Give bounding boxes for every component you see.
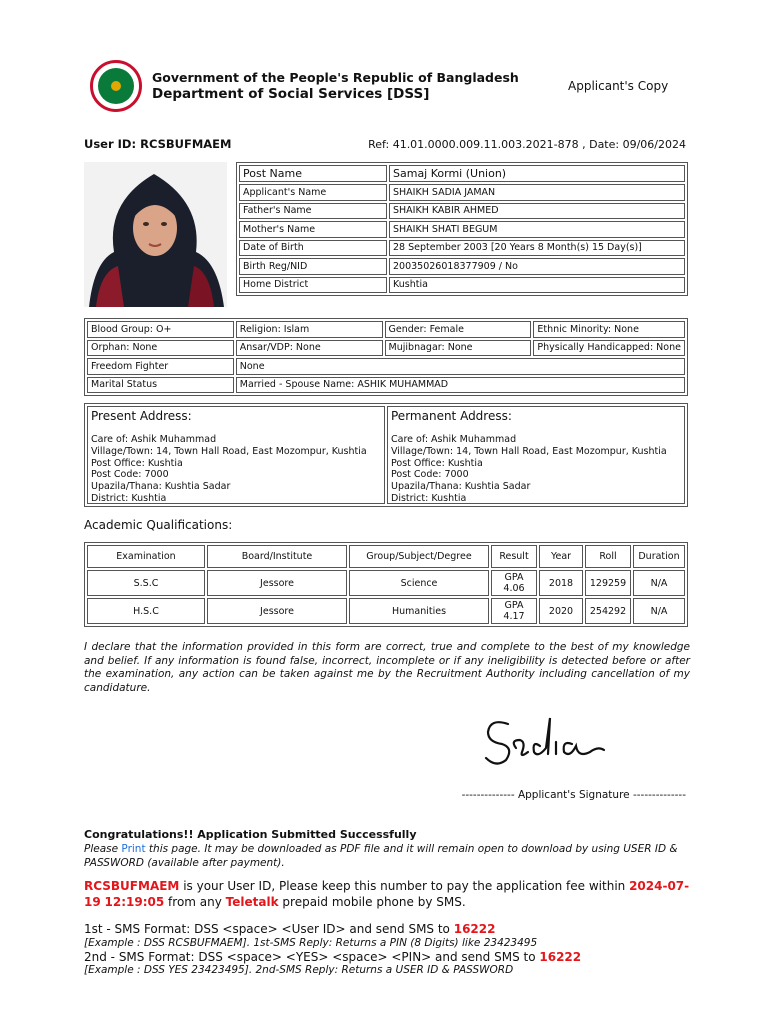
permanent-address-title: Permanent Address:: [391, 409, 512, 423]
exam-cell: H.S.C: [87, 598, 205, 624]
religion: Religion: Islam: [236, 321, 383, 338]
government-seal-icon: [90, 60, 142, 112]
address-line: Village/Town: 14, Town Hall Road, East Mozompur, Kushtia: [391, 445, 667, 457]
address-line: Post Code: 7000: [391, 469, 469, 481]
table-row: [239, 258, 685, 275]
column-header: Group/Subject/Degree: [349, 545, 489, 568]
address-line: District: Kushtia: [391, 492, 467, 504]
personal-details-table: [84, 318, 688, 396]
field-value: Kushtia: [389, 277, 685, 294]
field-label: Home District: [239, 277, 387, 294]
result-type: GPA: [504, 600, 524, 611]
address-line: Village/Town: 14, Town Hall Road, East Mozompur, Kushtia: [91, 445, 367, 457]
field-value: 20035026018377909 / No: [389, 258, 685, 275]
field-value: SHAIKH SADIA JAMAN: [389, 184, 685, 201]
print-instruction: Please Print this page. It may be downloaded as PDF file and it will remain open to download by using USER ID & PASSWORD (available after payment).: [84, 843, 678, 869]
roll-cell: 254292: [585, 598, 631, 624]
sms-example-2: [Example : DSS YES 23423495]. 2nd-SMS Reply: Returns a USER ID & PASSWORD: [84, 964, 514, 976]
year-cell: 2018: [539, 570, 583, 596]
column-header: Duration: [633, 545, 685, 568]
deadline-time: 12:19:05: [104, 894, 165, 909]
mujibnagar: Mujibnagar: None: [385, 340, 532, 357]
table-row: [87, 598, 685, 624]
field-value: 28 September 2003 [20 Years 8 Month(s) 15 Day(s)]: [389, 240, 685, 257]
column-header: Year: [539, 545, 583, 568]
result-type: GPA: [504, 572, 524, 583]
year-cell: 2020: [539, 598, 583, 624]
user-id-label: User ID: RCSBUFMAEM: [84, 137, 232, 151]
sms-number: 16222: [453, 922, 496, 936]
operator-name: Teletalk: [225, 894, 279, 909]
field-label: Applicant's Name: [239, 184, 387, 201]
freedom-fighter-value: None: [236, 358, 685, 375]
column-header: Board/Institute: [207, 545, 347, 568]
permanent-address: [387, 406, 685, 504]
present-address: [87, 406, 385, 504]
address-line: Care of: Ashik Muhammad: [391, 434, 517, 445]
print-link[interactable]: Print: [121, 843, 146, 855]
sms-format-2: 2nd - SMS Format: DSS <space> <YES> <space> <PIN> and send SMS to 16222: [84, 950, 582, 964]
table-row: [239, 277, 685, 294]
field-label: Father's Name: [239, 203, 387, 220]
result-cell: [491, 598, 537, 624]
field-label: Post Name: [239, 165, 387, 182]
field-value: SHAIKH SHATI BEGUM: [389, 221, 685, 238]
signature-image: [480, 710, 610, 770]
gender: Gender: Female: [385, 321, 532, 338]
ethnic-minority: Ethnic Minority: None: [533, 321, 685, 338]
group-cell: Humanities: [349, 598, 489, 624]
deadline-date: 2024-07-19: [84, 879, 690, 909]
user-id-highlight: RCSBUFMAEM: [84, 879, 180, 893]
department-title: Department of Social Services [DSS]: [152, 86, 430, 102]
ansar-vdp: Ansar/VDP: None: [236, 340, 383, 357]
declaration-text: I declare that the information provided in this form are correct, true and complete to the best of my knowledge and belief. If any information is found false, incorrect, incomplete or if any ineligibility is detected before or after the examination, any action can be taken against me by the Recruitment Authority including cancellation of my candidature.: [84, 641, 690, 694]
marital-status-label: Marital Status: [87, 377, 234, 394]
table-row: [239, 240, 685, 257]
address-line: District: Kushtia: [91, 492, 167, 504]
address-line: Upazila/Thana: Kushtia Sadar: [91, 481, 231, 493]
sms-format-1: 1st - SMS Format: DSS <space> <User ID> and send SMS to 16222: [84, 922, 496, 936]
table-row: [239, 203, 685, 220]
field-label: Birth Reg/NID: [239, 258, 387, 275]
table-row: [239, 165, 685, 182]
success-message: Congratulations!! Application Submitted Successfully: [84, 828, 417, 841]
table-row: [87, 321, 685, 338]
result-value: 4.06: [503, 583, 525, 594]
address-line: Post Office: Kushtia: [91, 457, 183, 469]
table-row: [239, 221, 685, 238]
table-header-row: [87, 545, 685, 568]
academic-title: Academic Qualifications:: [84, 518, 233, 532]
column-header: Result: [491, 545, 537, 568]
freedom-fighter-label: Freedom Fighter: [87, 358, 234, 375]
address-line: Post Office: Kushtia: [391, 457, 483, 469]
field-value: SHAIKH KABIR AHMED: [389, 203, 685, 220]
signature-label: -------------- Applicant's Signature --------------: [461, 789, 686, 801]
address-section: [84, 403, 688, 507]
exam-cell: S.S.C: [87, 570, 205, 596]
orphan: Orphan: None: [87, 340, 234, 357]
board-cell: Jessore: [207, 598, 347, 624]
duration-cell: N/A: [633, 598, 685, 624]
copy-label: Applicant's Copy: [568, 79, 669, 93]
fee-instruction: RCSBUFMAEM is your User ID, Please keep this number to pay the application fee within 2024-07-19 12:19:05 from any Teletalk prepaid mobile phone by SMS.: [84, 879, 690, 909]
present-address-title: Present Address:: [91, 409, 192, 423]
address-line: Care of: Ashik Muhammad: [91, 434, 217, 445]
sms-example-1: [Example : DSS RCSBUFMAEM]. 1st-SMS Reply: Returns a PIN (8 Digits) like 23423495: [84, 937, 538, 949]
profile-table: [236, 162, 688, 296]
roll-cell: 129259: [585, 570, 631, 596]
applicant-photo: [84, 162, 227, 307]
marital-status-value: Married - Spouse Name: ASHIK MUHAMMAD: [236, 377, 685, 394]
field-label: Date of Birth: [239, 240, 387, 257]
table-row: [87, 340, 685, 357]
field-label: Mother's Name: [239, 221, 387, 238]
result-value: 4.17: [503, 611, 525, 622]
blood-group: Blood Group: O+: [87, 321, 234, 338]
table-row: [239, 184, 685, 201]
table-row: [87, 377, 685, 394]
table-row: [87, 570, 685, 596]
address-line: Post Code: 7000: [91, 469, 169, 481]
sms-number: 16222: [539, 950, 582, 964]
column-header: Roll: [585, 545, 631, 568]
table-row: [87, 358, 685, 375]
academic-table: [84, 542, 688, 627]
government-title: Government of the People's Republic of Bangladesh: [152, 70, 519, 85]
group-cell: Science: [349, 570, 489, 596]
duration-cell: N/A: [633, 570, 685, 596]
reference-line: Ref: 41.01.0000.009.11.003.2021-878 , Date: 09/06/2024: [368, 138, 686, 151]
column-header: Examination: [87, 545, 205, 568]
field-value: Samaj Kormi (Union): [389, 165, 685, 182]
address-line: Upazila/Thana: Kushtia Sadar: [391, 481, 531, 493]
board-cell: Jessore: [207, 570, 347, 596]
result-cell: [491, 570, 537, 596]
physically-handicapped: Physically Handicapped: None: [533, 340, 685, 357]
